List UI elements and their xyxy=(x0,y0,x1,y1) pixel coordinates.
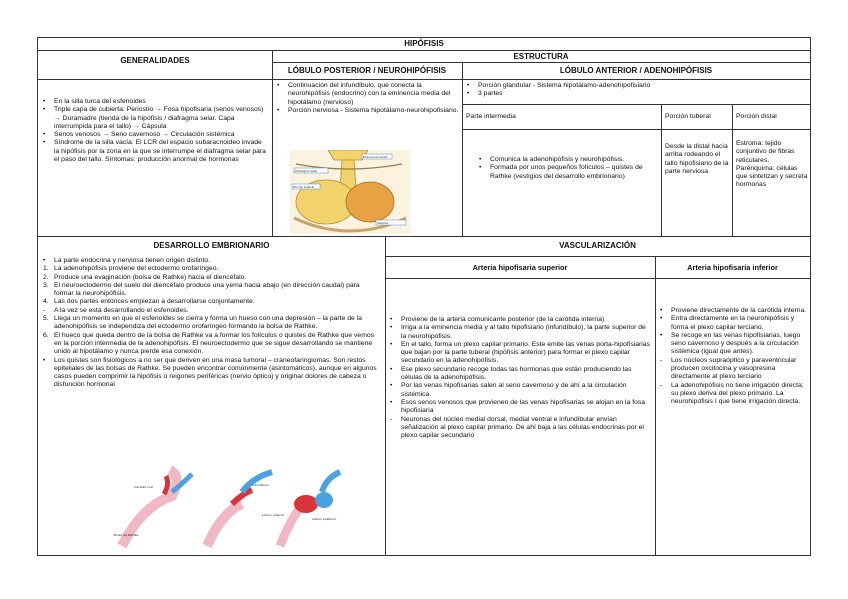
lobulo-anterior-header: LÓBULO ANTERIOR / ADENOHIPÓFISIS xyxy=(559,66,713,75)
list-item: • Síndrome de la silla vacía: El LCR del espacio subaracnoideo invade la hipófisis por la zona en la que se interrumpe el diafragma selar para el paso del tallo. Síntomas: producción anormal de hormonas xyxy=(43,139,266,164)
list-item: - La adenohipófisis no tiene irrigación directa; su plexo deriva del plexo primario. La neurohipófisis í que tiene irrigación directa. xyxy=(660,381,804,406)
desarrollo-list xyxy=(42,257,380,390)
figure-label: Infundíbulo xyxy=(252,483,269,487)
pituitary-drawing xyxy=(290,150,410,234)
list-item: • La parte endocrina y nerviosa tienen origen distinto. xyxy=(43,257,211,264)
list-item: • Entra directamente en la neurohipófisis y forma el plexo capilar terciario. xyxy=(660,315,795,331)
list-item: • Por las venas hipofisarias salen al seno cavernoso y de ahí a la circulación sistémica. xyxy=(390,382,627,398)
lobulo-posterior-header: LÓBULO POSTERIOR / NEUROHIPÓFISIS xyxy=(287,66,447,75)
grid-line xyxy=(462,104,810,105)
list-item: • Irriga a la eminencia media y al tallo hipofisiario (infundíbulo), la parte superior de la neurohipófisis. xyxy=(390,324,646,340)
posterior-list xyxy=(276,82,460,115)
list-item: 6. El hueco que queda dentro de la bolsa de Rathke va a formar los folículos o quistes de Rathke que vemos en la porción intermedia de la adenohipófisis. El neuroectodermo que se sigue desarrollando se mantiene unido al hipotálamo y nunca pierde esa conexión. xyxy=(43,331,375,356)
grid-line xyxy=(462,129,810,130)
list-item: • Esos senos venosos que provienen de las venas hipofisarias se alojan en la fosa hipofisiaria xyxy=(390,398,646,415)
list-item: • Porción nerviosa - Sistema hipotálamo-neurohipofisiario. xyxy=(277,106,459,114)
grid-line xyxy=(38,79,810,80)
figure-label: Eminencia media xyxy=(363,155,388,159)
list-item: - Neuronas del núcleo medial dorsal, medial ventral e infundibular envían señalización al plexo capilar primario. De ahí baja a las células endocrinas por el plexo capilar secundario xyxy=(390,415,644,440)
list-item: - A la vez se está desarrollando el esfenoides. xyxy=(43,306,189,314)
list-item: - Los núcleos supraóptico y paraventricular producen oxcitocina y vasopresina directamente al plexo terciario xyxy=(660,356,797,381)
arteria-superior-list xyxy=(389,316,651,440)
generalidades-list xyxy=(42,98,268,164)
figure-label: Bolsa de Rathke xyxy=(114,533,139,537)
grid-line xyxy=(661,104,662,236)
grid-line xyxy=(655,256,656,556)
arteria-superior-header: Arteria hipofisaria superior xyxy=(472,263,568,272)
figure-label: Lóbulo anterior xyxy=(262,513,285,517)
embryology-drawing xyxy=(112,466,348,550)
anterior-list xyxy=(466,82,806,99)
figure-label: Porción tuberal xyxy=(293,185,315,189)
arteria-inferior-list xyxy=(659,307,807,407)
list-item: 4. Las dos partes entonces empiezan a desarrollarse conjuntamente. xyxy=(43,298,255,306)
col-porcion-tuberal: Porción tuberal xyxy=(665,113,711,120)
list-item: • Continuación del infundíbulo, que conecta la neurohipófisis (endocrino) con la eminencia media del hipotálamo (nervioso) xyxy=(277,82,451,106)
list-item: • En el tallo, forma un plexo capilar primario. Este emite las venas porta-hipofisiarias que bajan por la parte tuberal (hipófisis anterior) para formar el plexo capilar secundario en la adenohipófisis. xyxy=(390,340,650,365)
tuberal-description: Desde la distal hacia arriba rodeando el tallo hipofisiario de la parte nerviosa xyxy=(665,143,729,175)
vascularizacion-header: VASCULARIZACIÓN xyxy=(559,241,636,250)
list-item: • Ese plexo secundario recoge todas las hormonas que están produciendo las células de la adenohipófisis. xyxy=(390,365,632,382)
list-item: • Proviene de la arteria comunicante posterior (de la carótida interna) xyxy=(390,316,605,323)
intermedia-list xyxy=(478,156,658,181)
list-item: • Triple capa de cubierta: Periostio → Fosa hipofisaria (senos venosos) → Duramadre (tienda de la hipófisis / diafragma selar. Capa interrumpida para el tallo) → Cápsula xyxy=(43,106,264,130)
list-item: 3. El neuroectodermo del suelo del diencéfalo produce una yema hacia abajo (en dirección caudal) para formar la neurohipófisis. xyxy=(43,281,360,298)
list-item: 5. Llega un momento en que el esfenoides se cierra y forma un hueso con una depresión – la parte de la adenohipófisis se independiza del ectodermo orofaríngeo formando la bolsa de Rathke. xyxy=(43,315,362,331)
estructura-header: ESTRUCTURA xyxy=(513,52,569,61)
pituitary-anatomy-figure xyxy=(290,150,410,234)
embryology-figure xyxy=(112,466,348,550)
figure-label: Diafragma selar xyxy=(295,169,318,173)
list-item: • 3 partes xyxy=(467,90,503,98)
list-item: • Formada por unos pequeños folículos – quistes de Rathke (vestigios del desarrollo embrionario) xyxy=(479,164,643,180)
list-item: 2. Produce una evaginación (bolsa de Rathke) hacia el diencéfalo. xyxy=(43,273,247,281)
figure-label: Cápsula xyxy=(377,221,389,225)
grid-line xyxy=(385,256,810,257)
figure-label: Lóbulo posterior xyxy=(312,517,337,521)
hipofisis-summary-table xyxy=(37,37,811,556)
list-item: • Proviene directamente de la carótida interna. xyxy=(660,307,807,314)
grid-line xyxy=(732,104,733,236)
desarrollo-header: DESARROLLO EMBRIONARIO xyxy=(153,241,270,250)
generalidades-header: GENERALIDADES xyxy=(120,56,190,65)
list-item: • Comunica la adenohipófisis y neurohipófisis. xyxy=(479,156,625,163)
col-porcion-distal: Porción distal xyxy=(736,113,777,120)
distal-description: Estroma: tejido conjuntivo de fibras reticulares. Parénquima: células que sintetizan y secreta hormonas xyxy=(736,140,808,189)
grid-line xyxy=(272,62,810,63)
list-item: • En la silla turca del esfenoides xyxy=(43,98,146,105)
grid-line xyxy=(38,236,810,237)
list-item: • Senos venosos → Seno cavernoso → Circulación sistémica xyxy=(43,131,235,139)
grid-line xyxy=(385,236,386,556)
figure-label: Cavidad oral xyxy=(134,485,153,489)
page-title: HIPÓFISIS xyxy=(404,39,444,48)
arteria-inferior-header: Arteria hipofisaria inferior xyxy=(687,263,778,272)
list-item: • Se recoge en las venas hipofisiarias, luego seno cavernoso y después a la circulación sistémica (igual que antes). xyxy=(660,331,801,356)
grid-line xyxy=(272,50,273,236)
list-item: 1. La adenohipófisis proviene del ectodermo orofaríngeo. xyxy=(43,265,219,273)
list-item: • Porción glandular - Sistema hipotálamo-adenohipofisiario xyxy=(467,82,651,89)
grid-line xyxy=(462,62,463,236)
grid-line xyxy=(385,278,810,279)
list-item: • Los quistes son fisiológicos a no ser que deriven en una masa tumoral – craneofaringiomas. Son restos epiteliales de las bolsas de Rathke. Se pueden encontrar comúnmente (asintomáticos), aunque en algunos casos pueden comprimir la hipófisis o reigones periféricas (nervio óptico) y originar dolores de cabeza o disfunción hormonal xyxy=(43,356,377,389)
col-parte-intermedia: Parte intermedia xyxy=(466,113,516,120)
